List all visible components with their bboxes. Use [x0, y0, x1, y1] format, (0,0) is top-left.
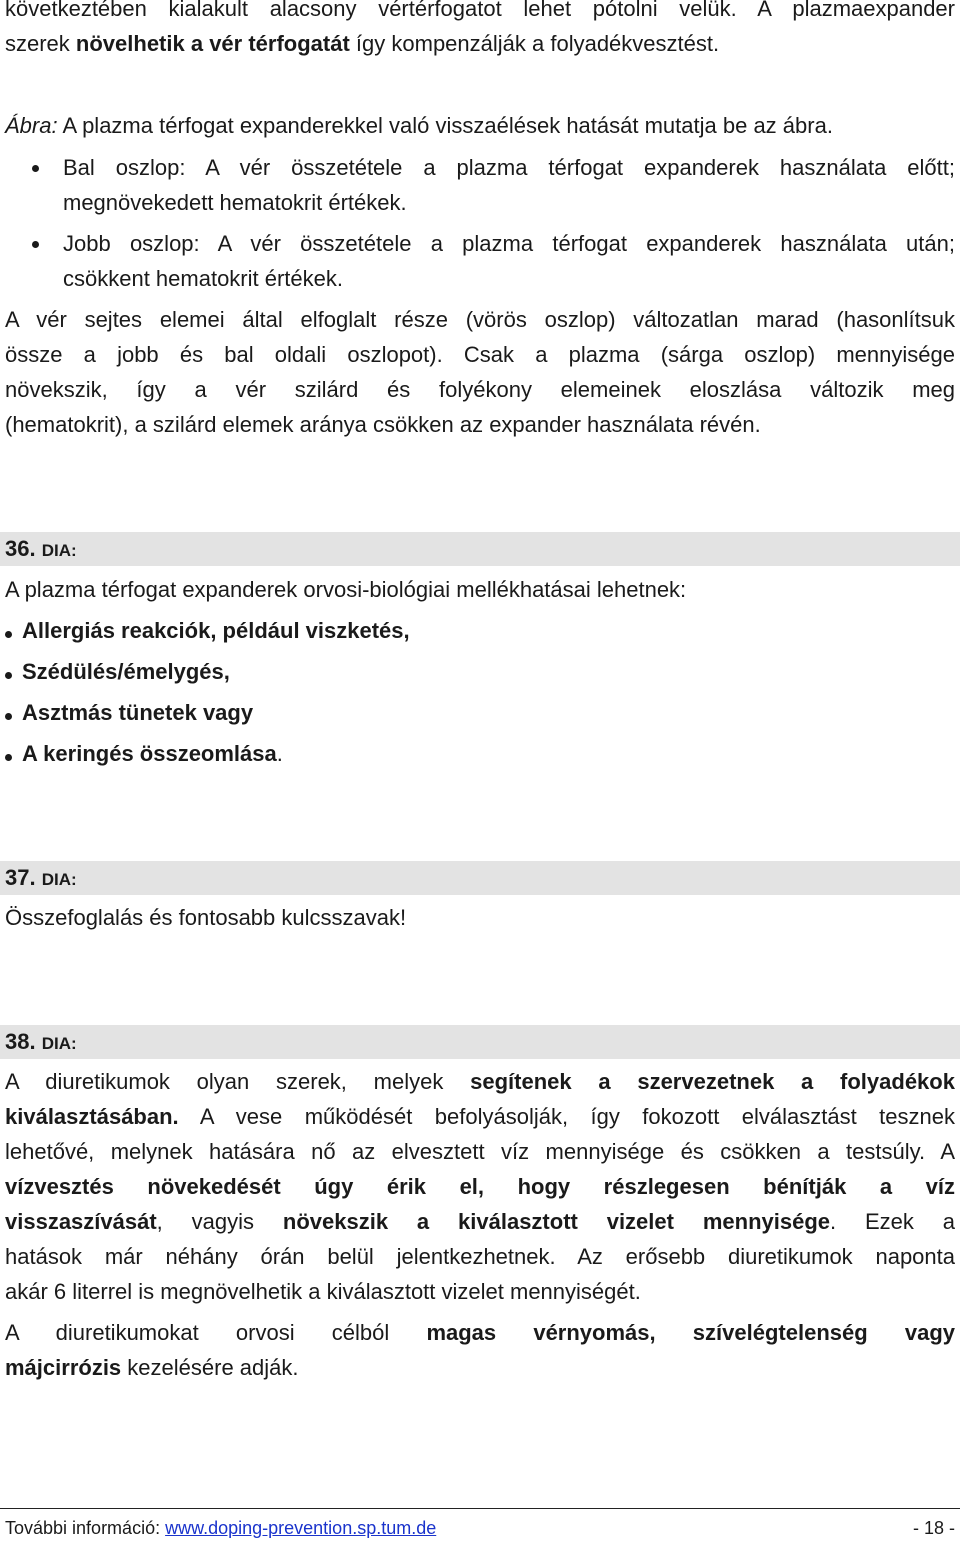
paragraph-line: A vér sejtes elemei által elfoglalt része (vörös oszlop) változatlan marad (hasonlítsuk	[5, 307, 955, 332]
paragraph-line: hatások már néhány órán belül jelentkezhetnek. Az erősebb diuretikumok naponta	[5, 1244, 955, 1269]
paragraph-line: növekszik, így a vér szilárd és folyékony elemeinek eloszlása változik meg	[5, 377, 955, 402]
page-number: - 18 -	[912, 1518, 955, 1538]
text-run: szerek	[5, 31, 70, 56]
footer-label: További információ:	[5, 1518, 161, 1538]
bullet-dot-icon	[5, 631, 12, 638]
text-run: A diuretikumok olyan szerek, melyek	[5, 1069, 444, 1094]
text-run: . Ezek a	[830, 1209, 955, 1234]
side-effect-item: Allergiás reakciók, például viszketés,	[22, 618, 410, 643]
bold-text-run: visszaszívását	[5, 1209, 157, 1234]
footer-divider	[0, 1508, 960, 1509]
paragraph-line	[5, 1068, 955, 1096]
slide-header-bar	[0, 861, 960, 895]
slide-label: DIA:	[41, 870, 77, 889]
paragraph-line	[5, 1319, 955, 1347]
slide-intro: A plazma térfogat expanderek orvosi-biológiai mellékhatásai lehetnek:	[5, 577, 687, 602]
text-run: A vese működését befolyásolják, így fokozott elválasztást tesznek	[199, 1104, 955, 1129]
slide-heading	[5, 532, 77, 568]
footer-info	[5, 1516, 436, 1540]
side-effect-item	[22, 740, 283, 768]
bullet-dot-icon	[5, 754, 12, 761]
bold-text-run: májcirrózis	[5, 1355, 122, 1380]
paragraph-line: (hematokrit), a szilárd elemek aránya csökken az expander használata révén.	[5, 412, 761, 437]
bullet-dot-icon	[5, 713, 12, 720]
side-effect-item: Szédülés/émelygés,	[22, 659, 230, 684]
paragraph-line	[5, 1354, 299, 1382]
paragraph-line: lehetővé, melynek hatására nő az elvesztett víz mennyisége és csökken a testsúly. A	[5, 1139, 955, 1164]
slide-heading	[5, 861, 77, 897]
paragraph-line	[5, 1208, 955, 1236]
paragraph-line: össze a jobb és bal oldali oszlopot). Csak a plazma (sárga oszlop) mennyisége	[5, 342, 955, 367]
slide-label: DIA:	[41, 541, 77, 560]
slide-header-bar	[0, 1025, 960, 1059]
text-run: A diuretikumokat orvosi célból	[5, 1320, 390, 1345]
figure-bullet-line: Jobb oszlop: A vér összetétele a plazma térfogat expanderek használata után;	[63, 231, 955, 256]
bold-text-run: segítenek a szervezetnek a folyadékok	[470, 1069, 955, 1094]
slide-number: 37.	[5, 865, 36, 890]
slide-number: 38.	[5, 1029, 36, 1054]
caption-prefix: Ábra:	[5, 113, 58, 138]
slide-header-bar	[0, 532, 960, 566]
punctuation: .	[276, 741, 283, 766]
slide-text: Összefoglalás és fontosabb kulcsszavak!	[5, 905, 407, 930]
bullet-dot-icon	[32, 165, 39, 172]
bold-text-run: növekszik a kiválasztott vizelet mennyisége	[282, 1209, 830, 1234]
text-run: így kompenzálják a folyadékvesztést.	[355, 31, 720, 56]
bold-text-run: kiválasztásában.	[5, 1104, 179, 1129]
slide-number: 36.	[5, 536, 36, 561]
text-run: kezelésére adják.	[121, 1355, 299, 1380]
slide-heading	[5, 1025, 77, 1061]
text-line	[5, 30, 719, 58]
bold-text-run: növelhetik a vér térfogatát	[75, 31, 350, 56]
figure-bullet-line: csökkent hematokrit értékek.	[63, 266, 344, 291]
text-run: , vagyis	[156, 1209, 255, 1234]
footer-link[interactable]: www.doping-prevention.sp.tum.de	[165, 1518, 437, 1538]
figure-bullet-line: megnövekedett hematokrit értékek.	[63, 190, 407, 215]
bullet-dot-icon	[32, 241, 39, 248]
paragraph-line: akár 6 literrel is megnövelhetik a kiválasztott vizelet mennyiségét.	[5, 1279, 641, 1304]
paragraph-line	[5, 1103, 955, 1131]
caption-text: A plazma térfogat expanderekkel való visszaélések hatását mutatja be az ábra.	[57, 113, 833, 138]
text-line: következtében kialakult alacsony vértérfogatot lehet pótolni velük. A plazmaexpander	[5, 0, 955, 21]
slide-label: DIA:	[41, 1034, 77, 1053]
side-effect-text: A keringés összeomlása	[22, 741, 277, 766]
figure-caption	[5, 112, 833, 140]
bold-text-run: magas vérnyomás, szívelégtelenség vagy	[426, 1320, 955, 1345]
side-effect-item: Asztmás tünetek vagy	[22, 700, 254, 725]
bullet-dot-icon	[5, 672, 12, 679]
paragraph-line: vízvesztés növekedését úgy érik el, hogy részlegesen bénítják a víz	[5, 1174, 955, 1199]
figure-bullet-line: Bal oszlop: A vér összetétele a plazma térfogat expanderek használata előtt;	[63, 155, 955, 180]
